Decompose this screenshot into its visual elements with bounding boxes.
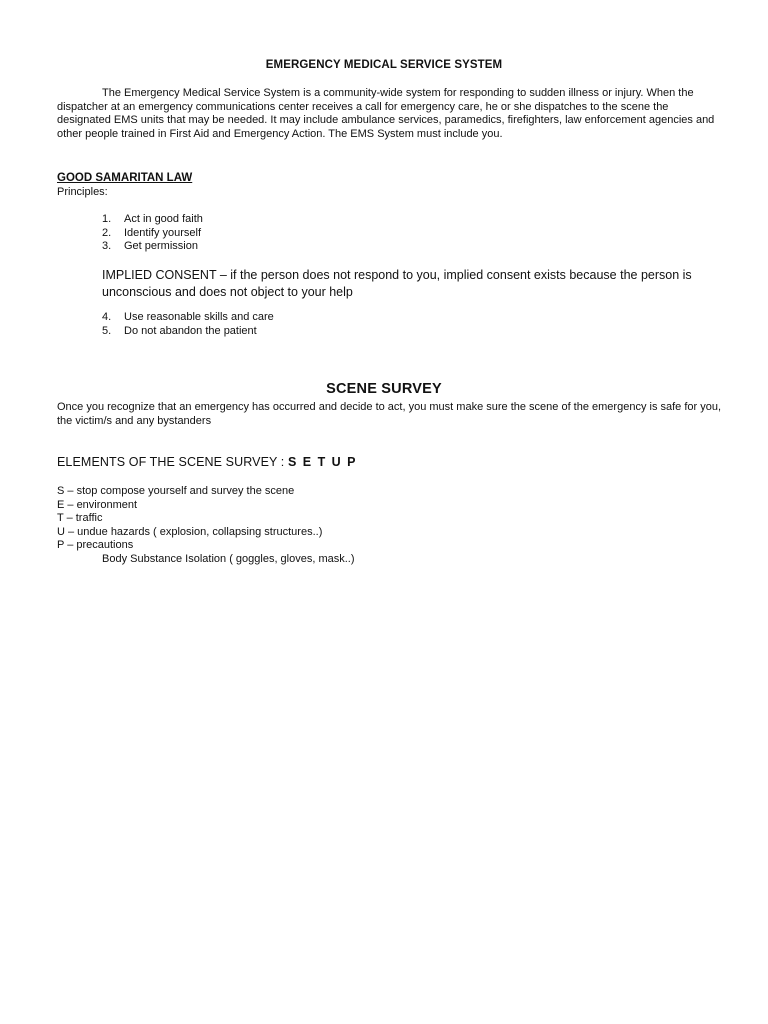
principle-text: Identify yourself bbox=[124, 226, 202, 239]
principle-item bbox=[102, 240, 203, 254]
principle-number: 4. bbox=[102, 311, 112, 323]
principle-item bbox=[102, 311, 274, 325]
setup-item: T – traffic bbox=[57, 512, 103, 525]
principle-item bbox=[102, 325, 274, 339]
principle-number: 5. bbox=[102, 324, 112, 337]
principles-label: Principles: bbox=[57, 186, 108, 198]
principle-number: 1. bbox=[102, 213, 112, 225]
document-title: EMERGENCY MEDICAL SERVICE SYSTEM bbox=[265, 59, 503, 71]
principle-text: Act in good faith bbox=[124, 213, 203, 225]
precautions-sub-item: Body Substance Isolation ( goggles, gloves, mask..) bbox=[102, 552, 355, 565]
setup-item: E – environment bbox=[57, 498, 138, 511]
principles-list-first bbox=[102, 213, 203, 254]
scene-survey-intro: Once you recognize that an emergency has occurred and decide to act, you must make sure the scene of the emergency is safe for you, the victim/s and any bystanders bbox=[57, 401, 722, 427]
principle-item bbox=[102, 227, 203, 241]
principles-list-second bbox=[102, 311, 274, 338]
principle-number: 3. bbox=[102, 240, 112, 253]
setup-item: P – precautions bbox=[57, 539, 134, 552]
principle-number: 2. bbox=[102, 226, 112, 239]
setup-item: U – undue hazards ( explosion, collapsing structures..) bbox=[57, 525, 323, 538]
setup-item: S – stop compose yourself and survey the scene bbox=[57, 485, 295, 497]
elements-heading bbox=[57, 455, 357, 469]
elements-label: ELEMENTS OF THE SCENE SURVEY : bbox=[57, 455, 288, 469]
implied-consent-note: IMPLIED CONSENT – if the person does not respond to you, implied consent exists because the person is unconscious and does not object to your help bbox=[102, 268, 692, 299]
good-samaritan-heading: GOOD SAMARITAN LAW bbox=[57, 172, 193, 184]
ems-intro-paragraph: The Emergency Medical Service System is a community-wide system for responding to sudden illness or injury. When the dispatcher at an emergency communications center receives a call for emergency care, he or she dispatches to the scene the designated EMS units that may be needed. It may include ambulance services, paramedics, firefighters, law enforcement agencies and other people trained in First Aid and Emergency Action. The EMS System must include you. bbox=[57, 87, 715, 140]
principle-text: Use reasonable skills and care bbox=[124, 311, 274, 323]
principle-text: Do not abandon the patient bbox=[124, 324, 257, 337]
setup-elements-list bbox=[57, 485, 355, 567]
scene-survey-title: SCENE SURVEY bbox=[326, 381, 442, 397]
setup-acronym: S E T U P bbox=[287, 455, 358, 469]
principle-item bbox=[102, 213, 203, 227]
principle-text: Get permission bbox=[124, 240, 198, 253]
